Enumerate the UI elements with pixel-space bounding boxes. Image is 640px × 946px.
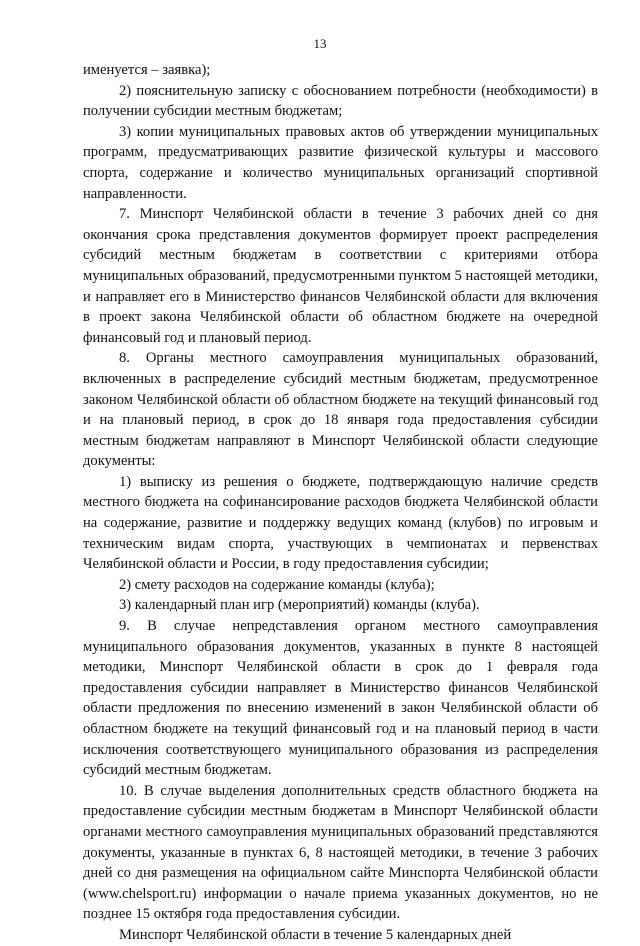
paragraph-clause-8-item-2: 2) смету расходов на содержание команды (клуба); xyxy=(119,576,435,593)
paragraph-clause-9: 9. В случае непредставления органом местного самоуправления муниципального образования документов, указанных в пункте 8 настоящей методики, Минспорт Челябинской области в срок до 1 февраля года предоставления субсидии направляет в Министерство финансов Челябинской области предложения по внесению изменений в закон Челябинской области об областном бюджете на текущий финансовый год и на плановый период в части исключения соответствующего муниципального образования из распределения субсидий местным бюджетам. xyxy=(83,618,598,779)
paragraph-clause-8-item-1: 1) выписку из решения о бюджете, подтверждающую наличие средств местного бюджета на софинансирование расходов бюджета Челябинской области на содержание, развитие и поддержку ведущих команд (клубов) по игровым и техническим видам спорта, участвующих в чемпионатах и первенствах Челябинской области и России, в году предоставления субсидии; xyxy=(83,473,598,573)
paragraph-final: Минспорт Челябинской области в течение 5 календарных дней xyxy=(119,926,512,943)
paragraph-clause-10: 10. В случае выделения дополнительных средств областного бюджета на предоставление субсидии местным бюджетам в Минспорт Челябинской области органами местного самоуправления муниципальных образований представляются документы, указанные в пунктах 6, 8 настоящей методики, в течение 3 рабочих дней со дня размещения на официальном сайте Минспорта Челябинской области (www.chelsport.ru) информации о начале приема указанных документов, но не позднее 15 октября года предоставления субсидии. xyxy=(83,782,598,923)
paragraph-continuation: именуется – заявка); xyxy=(83,62,211,78)
paragraph-clause-7: 7. Минспорт Челябинской области в течение 3 рабочих дней со дня окончания срока представления документов формирует проект распределения субсидий местным бюджетам в соответствии с критериями отбора муниципальных образований, предусмотренными пунктом 5 настоящей методики, и направляет его в Министерство финансов Челябинской области для включения в проект закона Челябинской области об областном бюджете на очередной финансовый год и плановый период. xyxy=(83,206,598,346)
page-number: 13 xyxy=(313,36,327,51)
paragraph-item-3: 3) копии муниципальных правовых актов об утверждении муниципальных программ, предусматривающих развитие физической культуры и массового спорта, содержание и количество муниципальных организаций спортивной направленности. xyxy=(83,123,598,202)
paragraph-clause-8: 8. Органы местного самоуправления муниципальных образований, включенных в распределение субсидий местным бюджетам, предусмотренное законом Челябинской области об областном бюджете на текущий финансовый год и на плановый период, в срок до 18 января года предоставления субсидии местным бюджетам направляют в Минспорт Челябинской области следующие документы: xyxy=(83,350,598,470)
paragraph-clause-8-item-3: 3) календарный план игр (мероприятий) команды (клуба). xyxy=(119,597,480,614)
paragraph-item-2: 2) пояснительную записку с обоснованием потребности (необходимости) в получении субсидии местным бюджетам; xyxy=(83,82,598,120)
document-body xyxy=(83,60,598,946)
